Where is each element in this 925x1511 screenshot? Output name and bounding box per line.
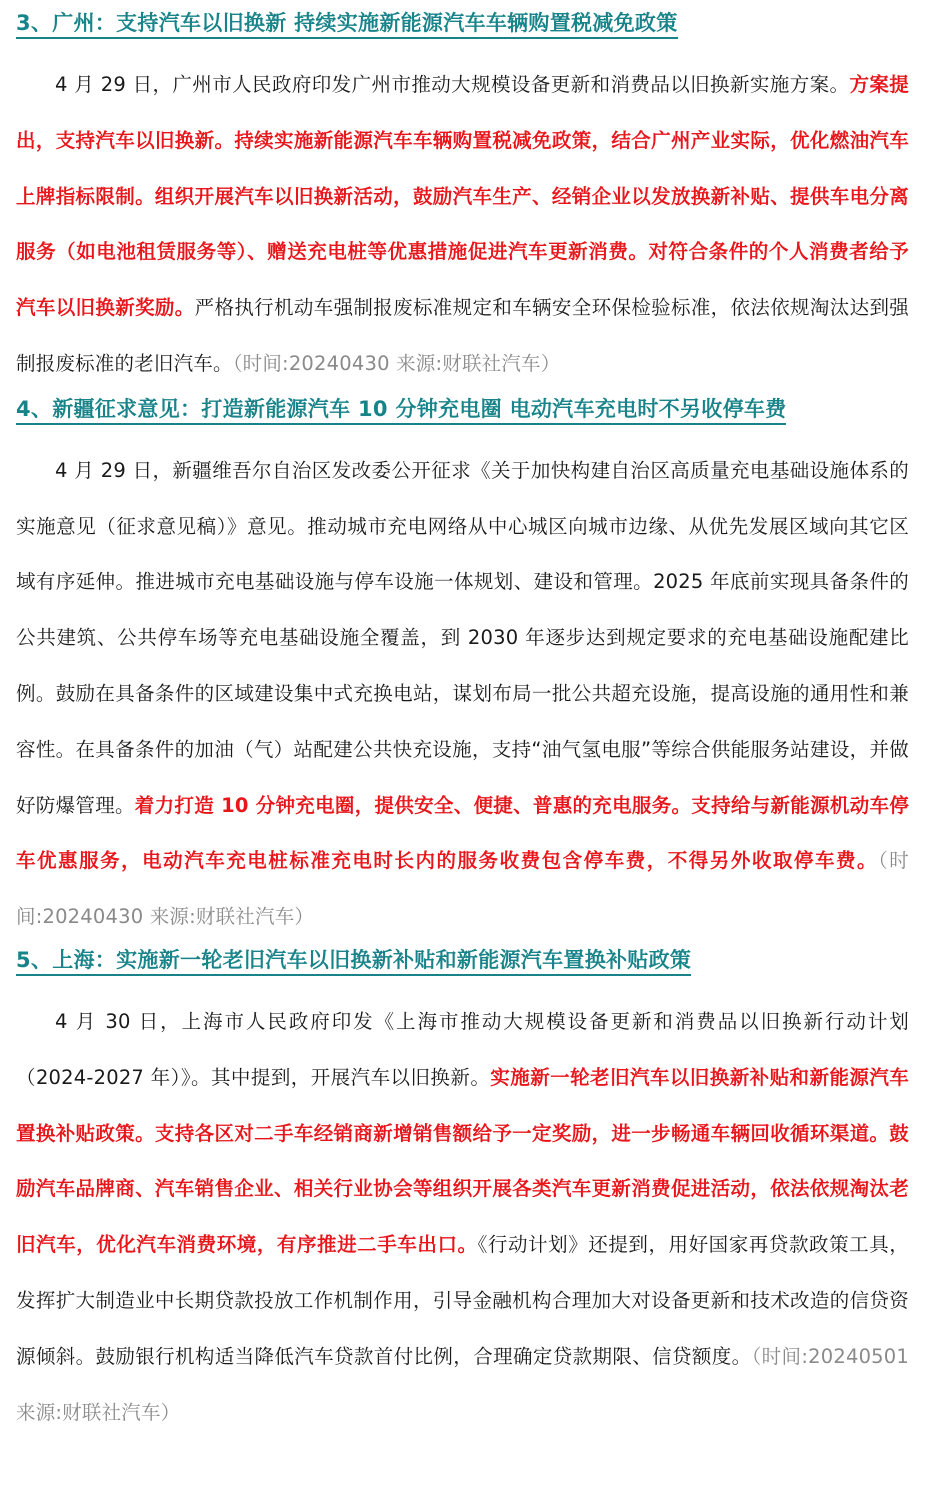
section-body <box>16 994 909 1440</box>
highlight-text: 实施新一轮老旧汽车以旧换新补贴和新能源汽车置换补贴政策。支持各区对二手车经销商新增销售额给予一定奖励，进一步畅通车辆回收循环渠道。鼓励汽车品牌商、汽车销售企业、相关行业协会等组织开展各类汽车更新消费促进活动，依法依规淘汰老旧汽车，优化汽车消费环境，有序推进二手车出口。 <box>16 1065 909 1257</box>
section-guangzhou <box>16 0 909 392</box>
section-heading: 4、新疆征求意见：打造新能源汽车 10 分钟充电圈 电动汽车充电时不另收停车费 <box>16 396 786 425</box>
section-body <box>16 443 909 945</box>
highlight-text: 着力打造 10 分钟充电圈，提供安全、便捷、普惠的充电服务。支持给与新能源机动车停车优惠服务，电动汽车充电桩标准充电时长内的服务收费包含停车费，不得另外收取停车费。 <box>16 793 909 873</box>
source-note: （时间:20240430 来源:财联社汽车） <box>16 849 910 929</box>
source-note: （时间:20240430 来源:财联社汽车） <box>232 351 561 375</box>
section-xinjiang <box>16 396 909 945</box>
section-body <box>16 57 909 392</box>
body-text: 4 月 29 日，新疆维吾尔自治区发改委公开征求《关于加快构建自治区高质量充电基础设施体系的实施意见（征求意见稿）》意见。推动城市充电网络从中心城区向城市边缘、从优先发展区域向其它区域有序延伸。推进城市充电基础设施与停车设施一体规划、建设和管理。2025 年底前实现具备条件的公共建筑、公共停车场等充电基础设施全覆盖，到 2030 年逐步达到规定要求的充电基础设施配建比例。鼓励在具备条件的区域建设集中式充换电站，谋划布局一批公共超充设施，提高设施的通用性和兼容性。在具备条件的加油（气）站配建公共快充设施，支持“油气氢电服”等综合供能服务站建设，并做好防爆管理。 <box>16 458 909 817</box>
section-shanghai <box>16 947 909 1440</box>
source-note: （时间:20240501 来源:财联社汽车） <box>16 1344 909 1424</box>
body-text: 严格执行机动车强制报废标准规定和车辆安全环保检验标准，依法依规淘汰达到强制报废标准的老旧汽车。 <box>16 296 909 375</box>
section-heading: 3、广州：支持汽车以旧换新 持续实施新能源汽车车辆购置税减免政策 <box>16 10 678 39</box>
body-text: 4 月 30 日，上海市人民政府印发《上海市推动大规模设备更新和消费品以旧换新行动计划（2024-2027 年）》。其中提到，开展汽车以旧换新。 <box>16 1009 909 1089</box>
body-text: 4 月 29 日，广州市人民政府印发广州市推动大规模设备更新和消费品以旧换新实施方案。 <box>55 73 850 96</box>
highlight-text: 方案提出，支持汽车以旧换新。持续实施新能源汽车车辆购置税减免政策，结合广州产业实际，优化燃油汽车上牌指标限制。组织开展汽车以旧换新活动，鼓励汽车生产、经销企业以发放换新补贴、提供车电分离服务（如电池租赁服务等）、赠送充电桩等优惠措施促进汽车更新消费。对符合条件的个人消费者给予汽车以旧换新奖励。 <box>16 73 909 320</box>
section-heading: 5、上海：实施新一轮老旧汽车以旧换新补贴和新能源汽车置换补贴政策 <box>16 947 691 976</box>
body-text: 《行动计划》还提到，用好国家再贷款政策工具，发挥扩大制造业中长期贷款投放工作机制作用，引导金融机构合理加大对设备更新和技术改造的信贷资源倾斜。鼓励银行机构适当降低汽车贷款首付比例，合理确定贷款期限、信贷额度。 <box>16 1233 909 1368</box>
